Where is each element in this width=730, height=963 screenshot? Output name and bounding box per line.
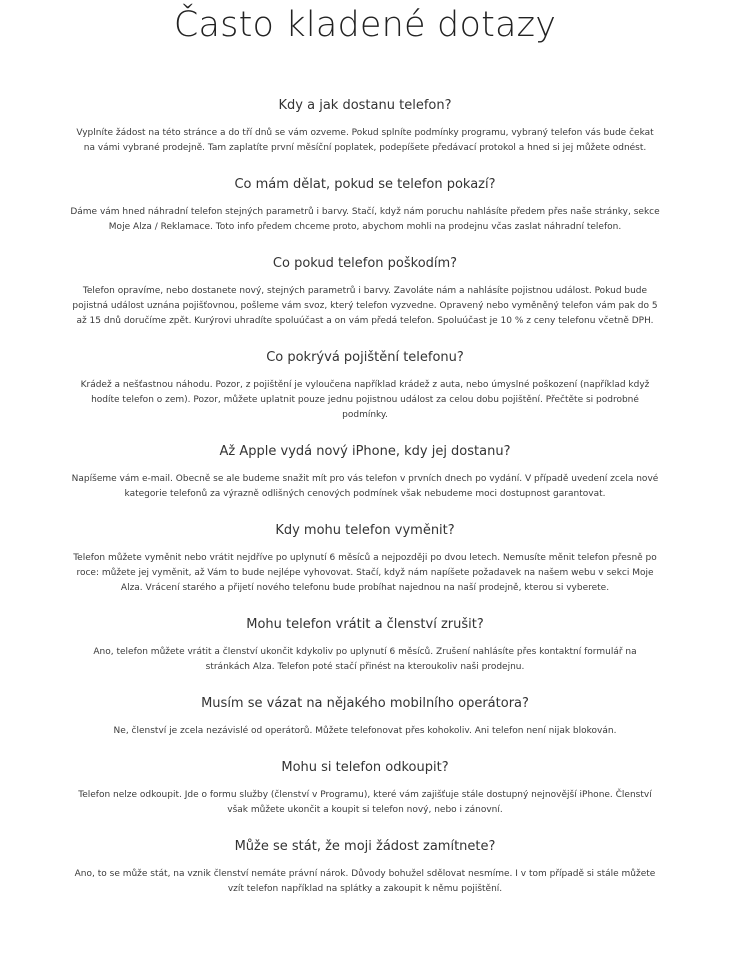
faq-answer: Telefon nelze odkoupit. Jde o formu služby (členství v Programu), které vám zajišťuje stále dostupný nejnovější iPhone. Členství však můžete ukončit a koupit si telefon nový, nebo i zánovní. <box>78 790 652 815</box>
faq-item <box>70 523 660 596</box>
faq-answer: Telefon můžete vyměnit nebo vrátit nejdříve po uplynutí 6 měsíců a nejpozději po dvou letech. Nemusíte měnit telefon přesně po roce: můžete jej vyměnit, až Vám to bude nejlépe vyhovovat. Stačí, když nám napíšete požadavek na našem webu v sekci Moje Alza. Vrácení starého a přijetí nového telefonu bude probíhat najednou na naší prodejně, kterou si vyberete. <box>73 553 657 593</box>
faq-item <box>70 760 660 818</box>
faq-item <box>70 839 660 897</box>
faq-answer: Vyplníte žádost na této stránce a do tří dnů se vám ozveme. Pokud splníte podmínky programu, vybraný telefon vás bude čekat na vámi vybrané prodejně. Tam zaplatíte první měsíční poplatek, podepíšete předávací protokol a hned si jej můžete odnést. <box>76 128 654 153</box>
faq-answer: Ano, to se může stát, na vznik členství nemáte právní nárok. Důvody bohužel sdělovat nesmíme. I v tom případě si stále můžete vzít telefon například na splátky a zakoupit k němu pojištění. <box>74 869 656 894</box>
faq-item <box>70 617 660 675</box>
faq-item <box>70 177 660 235</box>
faq-answer: Ano, telefon můžete vrátit a členství ukončit kdykoliv po uplynutí 6 měsíců. Zrušení nahlásíte přes kontaktní formulář na stránkách Alza. Telefon poté stačí přinést na kteroukoliv naši prodejnu. <box>93 647 637 672</box>
faq-question: Až Apple vydá nový iPhone, kdy jej dostanu? <box>219 444 511 459</box>
faq-question: Mohu telefon vrátit a členství zrušit? <box>246 617 484 632</box>
faq-answer: Ne, členství je zcela nezávislé od operátorů. Můžete telefonovat přes kohokoliv. Ani telefon není nijak blokován. <box>113 726 617 736</box>
page-title: Často kladené dotazy <box>173 5 557 45</box>
faq-question: Kdy mohu telefon vyměnit? <box>275 523 455 538</box>
faq-question: Musím se vázat na nějakého mobilního operátora? <box>201 696 529 711</box>
faq-item <box>70 444 660 502</box>
faq-question: Co mám dělat, pokud se telefon pokazí? <box>234 177 496 192</box>
faq-question: Co pokrývá pojištění telefonu? <box>266 350 464 365</box>
faq-list <box>70 98 660 897</box>
faq-item <box>70 98 660 156</box>
faq-item <box>70 350 660 423</box>
faq-item <box>70 256 660 329</box>
faq-question: Kdy a jak dostanu telefon? <box>278 98 452 113</box>
faq-answer: Krádež a nešťastnou náhodu. Pozor, z pojištění je vyloučena například krádež z auta, nebo úmyslné poškození (například když hodíte telefon o zem). Pozor, můžete uplatnit pouze jednu pojistnou událost za celou dobu pojištění. Přečtěte si podrobné podmínky. <box>80 380 650 420</box>
faq-answer: Dáme vám hned náhradní telefon stejných parametrů i barvy. Stačí, když nám poruchu nahlásíte předem přes naše stránky, sekce Moje Alza / Reklamace. Toto info předem chceme proto, abychom mohli na prodejnu včas zaslat náhradní telefon. <box>70 207 660 232</box>
faq-answer: Napíšeme vám e-mail. Obecně se ale budeme snažit mít pro vás telefon v prvních dnech po vydání. V případě uvedení zcela nové kategorie telefonů za výrazně odlišných cenových podmínek však nebudeme moci dostupnost garantovat. <box>71 474 659 499</box>
faq-question: Co pokud telefon poškodím? <box>272 256 458 271</box>
faq-question: Mohu si telefon odkoupit? <box>281 760 449 775</box>
faq-item <box>70 696 660 739</box>
faq-answer: Telefon opravíme, nebo dostanete nový, stejných parametrů i barvy. Zavoláte nám a nahlásíte pojistnou událost. Pokud bude pojistná událost uznána pojišťovnou, pošleme vám svoz, který telefon vyzvedne. Opravený nebo vyměněný telefon vám pak do 5 až 15 dnů doručíme zpět. Kurýrovi uhradíte spoluúčast a on vám předá telefon. Spoluúčast je 10 % z ceny telefonu včetně DPH. <box>72 286 658 326</box>
faq-question: Může se stát, že moji žádost zamítnete? <box>234 839 496 854</box>
